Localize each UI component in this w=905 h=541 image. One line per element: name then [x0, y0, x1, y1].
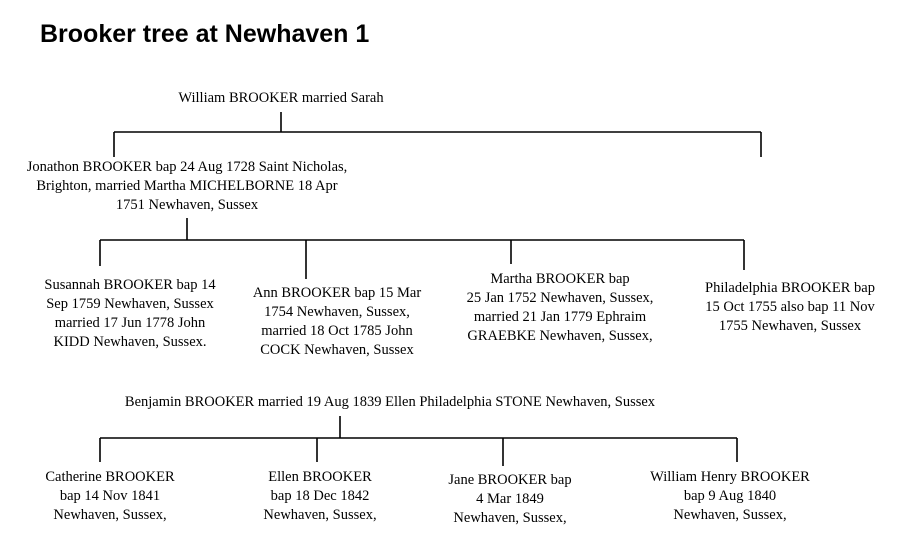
person-philadelphia: Philadelphia BROOKER bap 15 Oct 1755 also bap 11 Nov 1755 Newhaven, Sussex [705, 280, 875, 334]
person-susannah: Susannah BROOKER bap 14 Sep 1759 Newhaven, Sussex married 17 Jun 1778 John KIDD Newhaven, Sussex. [44, 277, 216, 350]
person-benjamin-and-ellen: Benjamin BROOKER married 19 Aug 1839 Ellen Philadelphia STONE Newhaven, Sussex [124, 394, 656, 410]
diagram-title: Brooker tree at Newhaven 1 [40, 20, 370, 48]
person-catherine: Catherine BROOKER bap 14 Nov 1841 Newhaven, Sussex, [45, 469, 175, 523]
person-ellen: Ellen BROOKER bap 18 Dec 1842 Newhaven, Sussex, [263, 469, 377, 523]
person-william-henry: William Henry BROOKER bap 9 Aug 1840 Newhaven, Sussex, [650, 469, 810, 523]
person-martha: Martha BROOKER bap 25 Jan 1752 Newhaven, Sussex, married 21 Jan 1779 Ephraim GRAEBKE Newhaven, Sussex, [466, 271, 654, 344]
person-jonathon: Jonathon BROOKER bap 24 Aug 1728 Saint Nicholas, Brighton, married Martha MICHELBORNE 18 Apr 1751 Newhaven, Sussex [26, 159, 348, 213]
person-jane: Jane BROOKER bap 4 Mar 1849 Newhaven, Sussex, [448, 472, 572, 526]
person-william-and-sarah: William BROOKER married Sarah [178, 90, 384, 106]
person-ann: Ann BROOKER bap 15 Mar 1754 Newhaven, Sussex, married 18 Oct 1785 John COCK Newhaven, Sussex [252, 285, 422, 358]
